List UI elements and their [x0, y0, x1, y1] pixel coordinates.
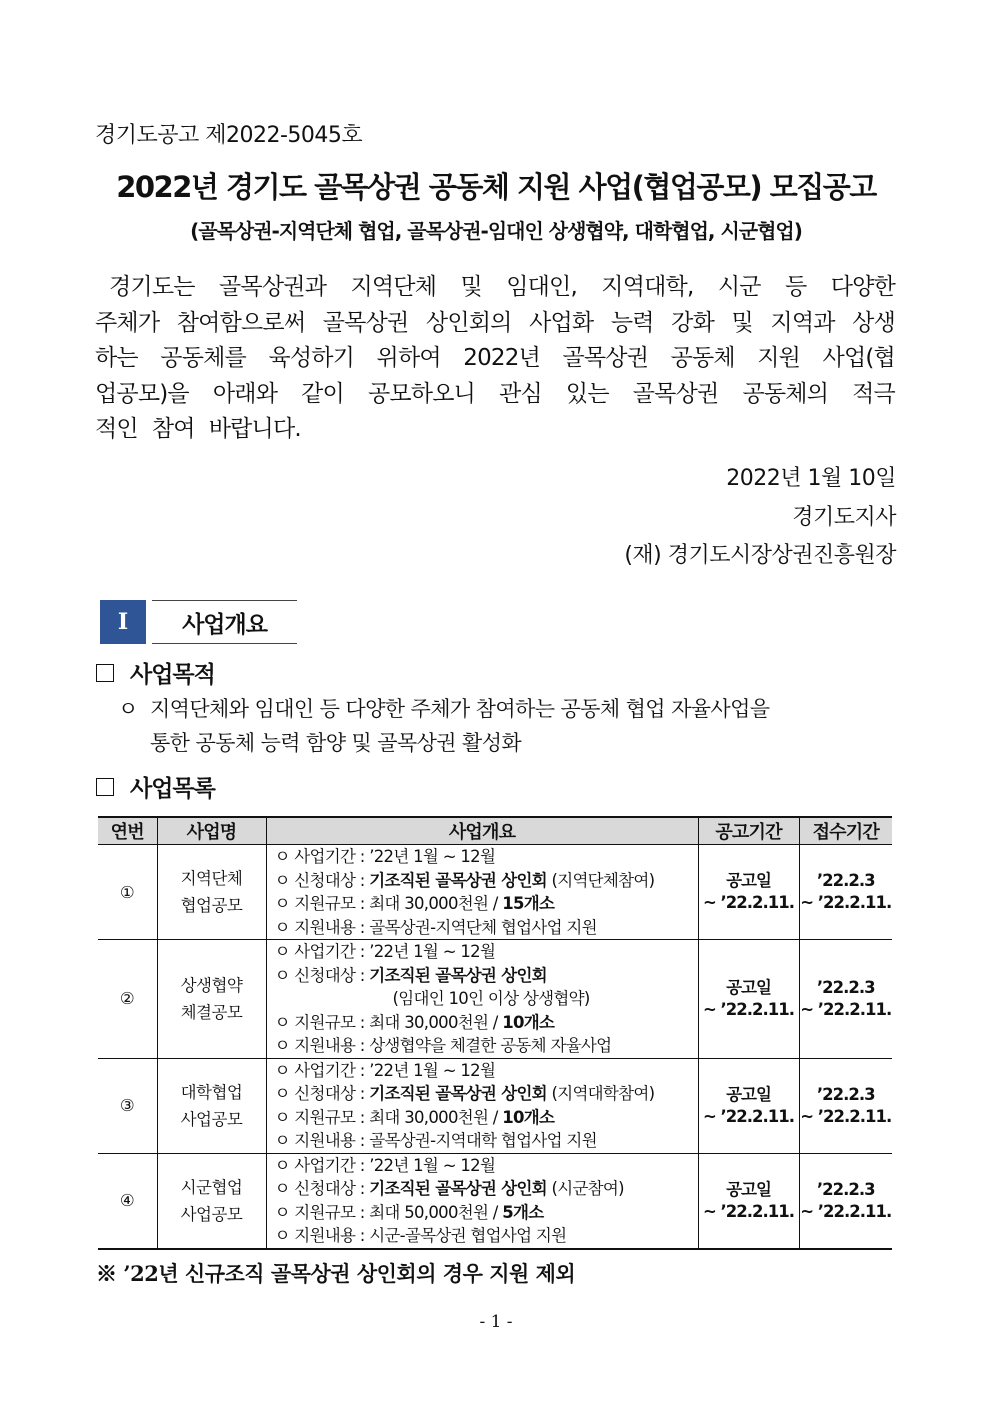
header-receipt-period: 접수기간 — [799, 817, 892, 845]
receipt-period: ’22.2.3 ~ ’22.2.11. — [799, 845, 892, 940]
section-number: Ⅰ — [100, 600, 146, 644]
purpose-line-1: 지역단체와 임대인 등 다양한 주체가 참여하는 공동체 협업 자율사업을 — [150, 697, 770, 721]
purpose-line-2: 통한 공동체 능력 함양 및 골목상권 활성화 — [150, 731, 522, 755]
notice-period: 공고일 ~ ’22.2.11. — [698, 845, 799, 940]
table-row — [98, 940, 892, 1059]
signer-governor: 경기도지사 — [792, 504, 896, 530]
intro-word: 지역단체 — [350, 274, 437, 300]
business-name: 시군협업 사업공모 — [157, 1153, 266, 1249]
list-heading-label: 사업목록 — [130, 776, 215, 802]
checkbox-square-icon — [96, 778, 114, 796]
intro-word: 적인 — [95, 416, 138, 442]
intro-word: 적극 — [852, 380, 895, 407]
intro-word: 주체가 — [95, 309, 160, 336]
business-overview: ㅇ 사업기간 : ’22년 1월 ~ 12월 ㅇ 신청대상 : 기조직된 골목상권 상인회 (지역단체참여) ㅇ 지원규모 : 최대 30,000천원 / 15개소 ㅇ 지원내용 : 골목상권-지역단체 협업사업 지원 — [266, 845, 698, 940]
intro-word: 등 — [784, 274, 807, 300]
section-header — [100, 600, 297, 644]
intro-word: 상생 — [852, 309, 895, 336]
header-name: 사업명 — [157, 817, 266, 845]
section-title: 사업개요 — [152, 600, 297, 644]
notice-period: 공고일 ~ ’22.2.11. — [698, 940, 799, 1059]
notice-number: 경기도공고 제2022-5045호 — [95, 123, 363, 148]
checkbox-square-icon — [96, 664, 114, 682]
intro-word: 상인회의 — [425, 309, 512, 336]
intro-word: 공동체 — [670, 345, 735, 371]
notice-period: 공고일 ~ ’22.2.11. — [698, 1058, 799, 1153]
intro-word: 하는 — [95, 345, 138, 371]
intro-word: 바랍니다. — [208, 416, 301, 442]
intro-word: 다양한 — [830, 274, 895, 300]
intro-paragraph — [95, 270, 895, 448]
purpose-heading — [96, 656, 215, 689]
intro-word: 업공모)을 — [95, 380, 189, 407]
intro-word: 육성하기 — [268, 345, 355, 371]
intro-line — [95, 377, 895, 413]
business-overview: ㅇ 사업기간 : ’22년 1월 ~ 12월 ㅇ 신청대상 : 기조직된 골목상권 상인회 (임대인 10인 이상 상생협약) ㅇ 지원규모 : 최대 30,000천원 / 10개소 ㅇ 지원내용 : 상생협약을 체결한 공동체 자율사업 — [266, 940, 698, 1059]
row-number: ② — [98, 940, 157, 1059]
intro-word: 사업(협 — [822, 345, 895, 371]
purpose-heading-label: 사업목적 — [130, 662, 215, 688]
announcement-date: 2022년 1월 10일 — [726, 466, 896, 491]
intro-word: 참여함으로써 — [176, 309, 306, 336]
table-row — [98, 845, 892, 940]
business-name: 지역단체 협업공모 — [157, 845, 266, 940]
intro-word: 위하여 — [376, 345, 441, 371]
intro-line — [95, 341, 895, 377]
intro-word: 공동체를 — [160, 345, 246, 371]
intro-word: 경기도는 — [109, 274, 195, 300]
business-overview: ㅇ 사업기간 : ’22년 1월 ~ 12월 ㅇ 신청대상 : 기조직된 골목상권 상인회 (지역대학참여) ㅇ 지원규모 : 최대 30,000천원 / 10개소 ㅇ 지원내용 : 골목상권-지역대학 협업사업 지원 — [266, 1058, 698, 1153]
header-no: 연번 — [98, 817, 157, 845]
row-number: ④ — [98, 1153, 157, 1249]
intro-word: 공모하오니 — [367, 380, 476, 407]
table-header-row — [98, 817, 892, 845]
business-table — [98, 816, 892, 1250]
intro-line — [95, 270, 895, 306]
intro-word: 골목상권 — [632, 380, 719, 407]
receipt-period: ’22.2.3 ~ ’22.2.11. — [799, 1153, 892, 1249]
row-number: ① — [98, 845, 157, 940]
document-subtitle: (골목상권-지역단체 협업, 골목상권-임대인 상생협약, 대학협업, 시군협업) — [190, 219, 802, 243]
intro-word: 골목상권과 — [219, 274, 327, 300]
intro-word: 임대인, — [506, 274, 577, 300]
intro-word: 강화 — [671, 309, 715, 336]
bullet-circle-icon: ㅇ — [118, 697, 138, 721]
row-number: ③ — [98, 1058, 157, 1153]
table-row — [98, 1058, 892, 1153]
intro-word: 같이 — [301, 380, 344, 407]
intro-word: 사업화 — [529, 309, 594, 336]
business-overview: ㅇ 사업기간 : ’22년 1월 ~ 12월 ㅇ 신청대상 : 기조직된 골목상권 상인회 (시군참여) ㅇ 지원규모 : 최대 50,000천원 / 5개소 ㅇ 지원내용 : 시군-골목상권 협업사업 지원 — [266, 1153, 698, 1249]
intro-word: 골목상권 — [322, 309, 409, 336]
header-notice-period: 공고기간 — [698, 817, 799, 845]
notice-period: 공고일 ~ ’22.2.11. — [698, 1153, 799, 1249]
receipt-period: ’22.2.3 ~ ’22.2.11. — [799, 940, 892, 1059]
intro-line — [95, 412, 895, 448]
intro-word: 있는 — [565, 380, 609, 407]
intro-word: 지원 — [757, 345, 801, 371]
intro-word: 아래와 — [212, 380, 278, 407]
document-title: 2022년 경기도 골목상권 공동체 지원 사업(협업공모) 모집공고 — [116, 170, 876, 204]
intro-word: 지역대학, — [601, 274, 694, 300]
intro-word: 관심 — [499, 380, 542, 407]
intro-line — [95, 306, 895, 342]
intro-word: 및 — [731, 309, 753, 336]
business-name: 상생협약 체결공모 — [157, 940, 266, 1059]
business-name: 대학협업 사업공모 — [157, 1058, 266, 1153]
intro-word: 공동체의 — [742, 380, 829, 407]
intro-word: 시군 — [717, 274, 761, 300]
signer-agency: (재) 경기도시장상권진흥원장 — [624, 543, 896, 568]
intro-word: 2022년 — [463, 345, 540, 371]
page-number: - 1 - — [479, 1312, 513, 1332]
receipt-period: ’22.2.3 ~ ’22.2.11. — [799, 1058, 892, 1153]
intro-word: 지역과 — [770, 309, 835, 336]
signature-block — [624, 460, 896, 576]
intro-word: 참여 — [151, 416, 195, 442]
purpose-text — [118, 692, 770, 760]
list-heading — [96, 770, 215, 803]
table-row — [98, 1153, 892, 1249]
intro-word: 및 — [460, 274, 482, 300]
intro-word: 능력 — [610, 309, 654, 336]
footnote: ※ ’22년 신규조직 골목상권 상인회의 경우 지원 제외 — [96, 1261, 576, 1286]
header-overview: 사업개요 — [266, 817, 698, 845]
intro-word: 골목상권 — [562, 345, 649, 371]
